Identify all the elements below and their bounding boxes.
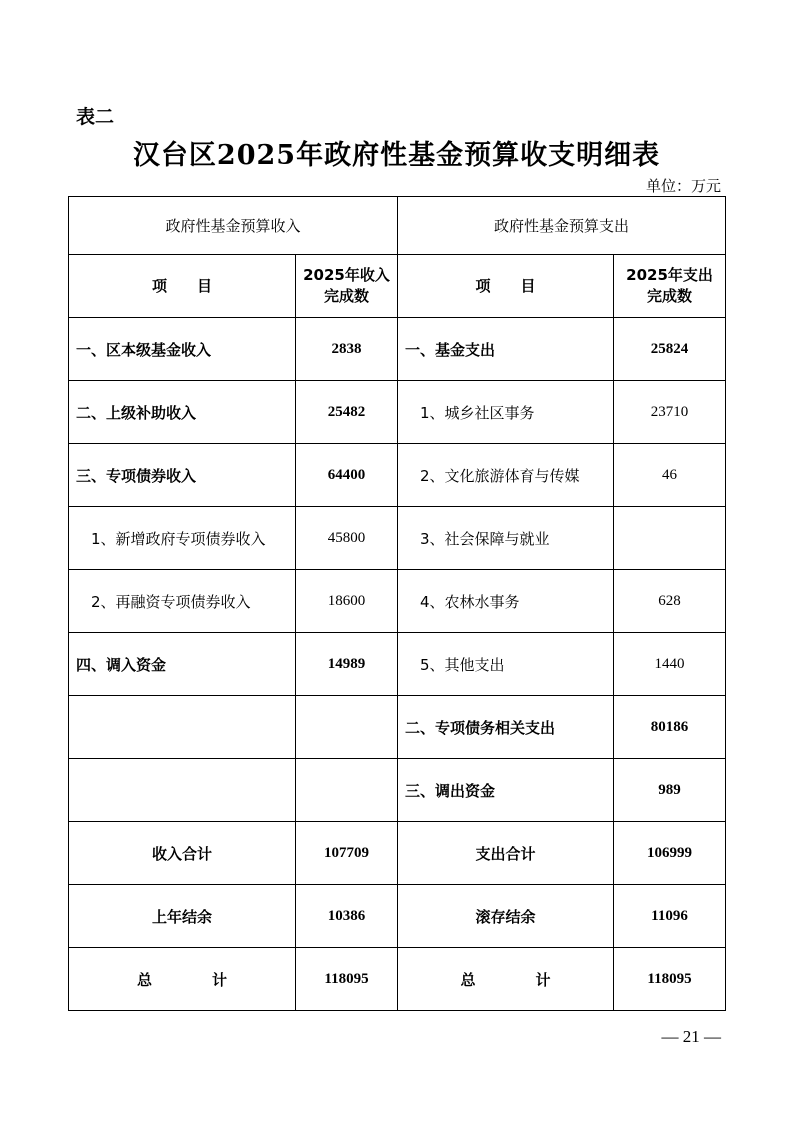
expense-item: 一、基金支出 (398, 318, 614, 381)
expense-value: 46 (614, 444, 726, 507)
carryover-balance-label: 滚存结余 (398, 885, 614, 948)
grand-total-label: 总 计 (69, 948, 296, 1011)
income-item-header: 项 目 (69, 255, 296, 318)
table-row (69, 444, 726, 507)
expense-item: 二、专项债务相关支出 (398, 696, 614, 759)
table-row (69, 885, 726, 948)
expense-item: 1、城乡社区事务 (398, 381, 614, 444)
income-value: 45800 (296, 507, 398, 570)
income-value: 25482 (296, 381, 398, 444)
table-row (69, 696, 726, 759)
expense-value: 80186 (614, 696, 726, 759)
table-row (69, 507, 726, 570)
expense-total-label: 支出合计 (398, 822, 614, 885)
table-row (69, 570, 726, 633)
expense-amount-header-line2: 完成数 (647, 287, 693, 305)
table-row (69, 759, 726, 822)
expense-amount-header-line1: 2025年支出 (626, 266, 713, 284)
expense-value: 23710 (614, 381, 726, 444)
expense-amount-header (614, 255, 726, 318)
income-item (69, 759, 296, 822)
expense-item: 3、社会保障与就业 (398, 507, 614, 570)
expense-item-header: 项 目 (398, 255, 614, 318)
income-value: 18600 (296, 570, 398, 633)
table-row (69, 318, 726, 381)
income-section-header: 政府性基金预算收入 (69, 197, 398, 255)
section-header-row (69, 197, 726, 255)
expense-value: 989 (614, 759, 726, 822)
table-row (69, 822, 726, 885)
income-amount-header-line1: 2025年收入 (303, 266, 390, 284)
income-total-label: 收入合计 (69, 822, 296, 885)
unit-label: 单位：万元 (645, 177, 721, 195)
income-item: 一、区本级基金收入 (69, 318, 296, 381)
grand-total-income-value: 118095 (296, 948, 398, 1011)
income-value (296, 759, 398, 822)
page-number: — 21 — (661, 1027, 721, 1046)
expense-value: 25824 (614, 318, 726, 381)
income-value: 14989 (296, 633, 398, 696)
income-value: 64400 (296, 444, 398, 507)
income-item: 1、新增政府专项债券收入 (69, 507, 296, 570)
expense-section-header: 政府性基金预算支出 (398, 197, 726, 255)
prior-year-balance-label: 上年结余 (69, 885, 296, 948)
prior-year-balance-value: 10386 (296, 885, 398, 948)
table-row (69, 948, 726, 1011)
expense-item: 2、文化旅游体育与传媒 (398, 444, 614, 507)
income-item: 2、再融资专项债券收入 (69, 570, 296, 633)
income-value: 2838 (296, 318, 398, 381)
expense-item: 4、农林水事务 (398, 570, 614, 633)
budget-table (68, 196, 726, 1011)
expense-item: 5、其他支出 (398, 633, 614, 696)
income-item: 三、专项债券收入 (69, 444, 296, 507)
table-number: 表二 (76, 106, 115, 128)
expense-value: 628 (614, 570, 726, 633)
expense-value: 1440 (614, 633, 726, 696)
expense-item: 三、调出资金 (398, 759, 614, 822)
income-amount-header (296, 255, 398, 318)
document-title: 汉台区2025年政府性基金预算收支明细表 (132, 140, 661, 171)
income-item: 四、调入资金 (69, 633, 296, 696)
carryover-balance-value: 11096 (614, 885, 726, 948)
table-row (69, 381, 726, 444)
table-row (69, 633, 726, 696)
column-header-row (69, 255, 726, 318)
income-item: 二、上级补助收入 (69, 381, 296, 444)
income-total-value: 107709 (296, 822, 398, 885)
grand-total-expense-value: 118095 (614, 948, 726, 1011)
income-item (69, 696, 296, 759)
expense-value (614, 507, 726, 570)
income-value (296, 696, 398, 759)
expense-total-value: 106999 (614, 822, 726, 885)
grand-total-label: 总 计 (398, 948, 614, 1011)
income-amount-header-line2: 完成数 (324, 287, 370, 305)
